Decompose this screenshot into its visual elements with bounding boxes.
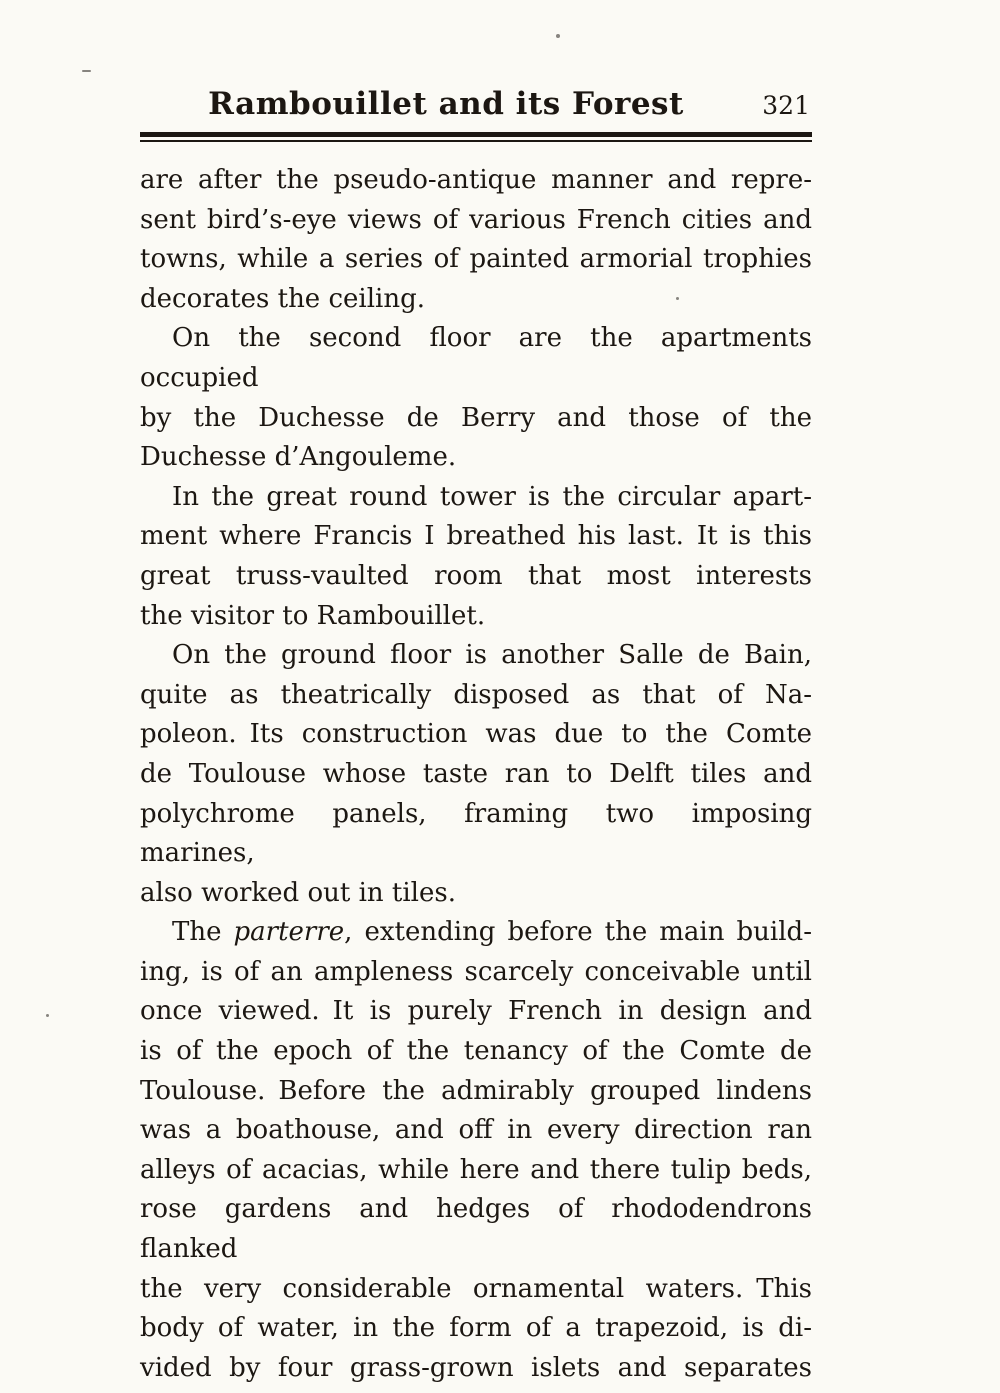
text-line: great truss-vaulted room that most interests [140, 560, 812, 591]
page-number: 321 [762, 91, 810, 120]
paragraph [140, 319, 812, 477]
text-line: was a boathouse, and off in every direction ran [140, 1115, 812, 1146]
text-line: body of water, in the form of a trapezoid, is di- [140, 1313, 812, 1344]
text-line: the visitor to Rambouillet. [140, 600, 486, 631]
running-title: Rambouillet and its Forest [208, 86, 684, 122]
text-line: Duchesse d’Angouleme. [140, 442, 457, 473]
text-line: decorates the ceiling. [140, 283, 426, 314]
scan-artifact [46, 1014, 49, 1017]
text-line: the very considerable ornamental waters. This [140, 1273, 812, 1304]
text-line: On the second floor are the apartments occupied [140, 323, 812, 393]
text-line: On the ground floor is another Salle de Bain, [172, 640, 812, 671]
text-line: de Toulouse whose taste ran to Delft tiles and [140, 758, 812, 789]
text-column [140, 82, 812, 1388]
body-text [140, 161, 812, 1388]
text-line: also worked out in tiles. [140, 877, 456, 908]
text-line: rose gardens and hedges of rhododendrons flanked [140, 1194, 812, 1265]
text-line: polychrome panels, framing two imposing marines, [140, 798, 812, 869]
text-line: ing, is of an ampleness scarcely conceivable until [140, 956, 812, 987]
text-line: vided by four grass-grown islets and separates [140, 1352, 812, 1383]
scan-artifact [556, 34, 560, 38]
text-line: alleys of acacias, while here and there tulip beds, [140, 1154, 812, 1185]
text-line: quite as theatrically disposed as that of Na- [140, 679, 812, 710]
text-line: are after the pseudo-antique manner and repre- [140, 165, 812, 195]
scan-artifact [82, 70, 91, 72]
text-line: In the great round tower is the circular apart- [172, 481, 812, 512]
paragraph [140, 478, 812, 636]
text-line: The parterre, extending before the main build- [172, 917, 812, 948]
text-line: towns, while a series of painted armorial trophies [140, 244, 812, 275]
paragraph [140, 161, 812, 319]
text-line: ment where Francis I breathed his last. It is this [140, 521, 812, 552]
text-line: by the Duchesse de Berry and those of the [140, 402, 812, 433]
text-line: is of the epoch of the tenancy of the Comte de [140, 1036, 812, 1067]
text-line: Toulouse. Before the admirably grouped lindens [140, 1075, 812, 1106]
text-line: once viewed. It is purely French in design and [140, 996, 812, 1027]
page-header [140, 82, 812, 128]
text-line: poleon. Its construction was due to the Comte [140, 719, 812, 750]
text-line: sent bird’s-eye views of various French cities and [140, 204, 812, 235]
header-double-rule [140, 132, 812, 142]
paragraph [140, 636, 812, 913]
paragraph [140, 913, 812, 1388]
